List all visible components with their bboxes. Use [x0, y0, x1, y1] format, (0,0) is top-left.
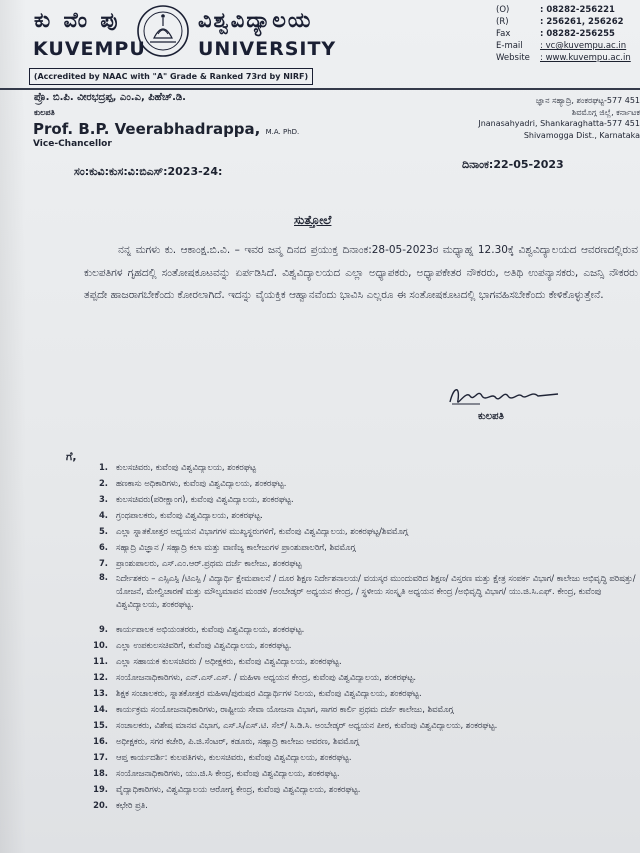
officer-name-english: Prof. B.P. Veerabhadrappa, M.A. PhD. — [33, 120, 300, 138]
list-item: 12. ಸಂಯೋಜನಾಧಿಕಾರಿಗಳು, ಎನ್.ಎಸ್.ಎಸ್. / ಮಹಿಳಾ ಅಧ್ಯಯನ ಕೇಂದ್ರ, ಕುವೆಂಪು ವಿಶ್ವವಿದ್ಯಾಲಯ, ಶಂಕರಘಟ್ಟ. — [93, 672, 417, 682]
officer-degree: M.A. PhD. — [265, 128, 300, 136]
page-shadow — [0, 0, 26, 853]
list-item: 11. ಎಲ್ಲಾ ಸಹಾಯಕ ಕುಲಸಚಿವರು / ಅಧೀಕ್ಷಕರು, ಕುವೆಂಪು ವಿಶ್ವವಿದ್ಯಾಲಯ, ಶಂಕರಘಟ್ಟ. — [93, 656, 342, 666]
university-name-english-right: UNIVERSITY — [198, 38, 337, 60]
signature-icon — [446, 382, 562, 412]
email-link[interactable]: : vc@kuvempu.ac.in — [540, 41, 627, 51]
contact-row-email: E-mail : vc@kuvempu.ac.in — [496, 41, 627, 51]
list-item: 6. ಸಹ್ಯಾದ್ರಿ ವಿಜ್ಞಾನ / ಸಹ್ಯಾದ್ರಿ ಕಲಾ ಮತ್ತು ವಾಣಿಜ್ಯ ಕಾಲೇಜುಗಳ ಪ್ರಾಂಶುಪಾಲರಿಗೆ, ಶಿವಮೊಗ್ಗ — [98, 542, 356, 552]
header-divider — [0, 88, 640, 90]
officer-title-kannada: ಕುಲಪತಿ — [34, 108, 55, 117]
list-item: 4. ಗ್ರಂಥಪಾಲಕರು, ಕುವೆಂಪು ವಿಶ್ವವಿದ್ಯಾಲಯ, ಶಂಕರಘಟ್ಟ. — [98, 510, 263, 520]
university-name-kannada-left: ಕು ವೆಂ ಪು — [34, 8, 121, 32]
list-item: 20. ಕಛೇರಿ ಪ್ರತಿ. — [93, 800, 148, 810]
list-item: 2. ಹಣಕಾಸು ಅಧಿಕಾರಿಗಳು, ಕುವೆಂಪು ವಿಶ್ವವಿದ್ಯಾಲಯ, ಶಂಕರಘಟ್ಟ. — [98, 478, 287, 488]
list-item: 15. ಸಂಚಾಲಕರು, ವಿಶೇಷ ಮಾನವ ವಿಭಾಗ, ಎಸ್.ಸಿ/ಎಸ್.ಟಿ. ಸೆಲ್/ ಸಿ.ಡಿ.ಸಿ. ಅಂಬೇಡ್ಕರ್ ಅಧ್ಯಯನ ಪೀಠ, ಕುವೆಂಪು ವಿಶ್ವವಿದ್ಯಾಲಯ, ಶಂಕರಘಟ್ಟ. — [93, 720, 498, 730]
letterhead — [0, 0, 640, 88]
reference-number: ಸಂ:ಕುವಿ:ಕುಸ:ವಿ:ಬಿಎಸ್:2023-24: — [74, 165, 223, 178]
university-name-english-left: KUVEMPU — [33, 38, 146, 60]
to-label: ಗೆ, — [66, 450, 77, 463]
list-item: 1. ಕುಲಸಚಿವರು, ಕುವೆಂಪು ವಿಶ್ವವಿದ್ಯಾಲಯ, ಶಂಕರಘಟ್ಟ — [98, 462, 257, 472]
list-item: 3. ಕುಲಸಚಿವರು(ಪರೀಕ್ಷಾಂಗ), ಕುವೆಂಪು ವಿಶ್ವವಿದ್ಯಾಲಯ, ಶಂಕರಘಟ್ಟ. — [98, 494, 294, 504]
circular-heading: ಸುತ್ತೋಲೆ — [294, 213, 332, 227]
accreditation-box: (Accredited by NAAC with "A" Grade & Ranked 73rd by NIRF) — [29, 68, 313, 85]
officer-title-english: Vice-Chancellor — [33, 139, 112, 149]
contact-row-fax: Fax : 08282-256255 — [496, 29, 615, 39]
university-name-kannada-right: ವಿಶ್ವವಿದ್ಯಾಲಯ — [198, 8, 313, 32]
contact-row-office: (O) : 08282-256221 — [496, 5, 615, 15]
list-item: 9. ಕಾರ್ಯಪಾಲಕ ಅಭಿಯಂತರರು, ಕುವೆಂಪು ವಿಶ್ವವಿದ್ಯಾಲಯ, ಶಂಕರಘಟ್ಟ. — [98, 624, 305, 634]
list-item: 5. ಎಲ್ಲಾ ಸ್ನಾತಕೋತ್ತರ ಅಧ್ಯಯನ ವಿಭಾಗಗಳ ಮುಖ್ಯಸ್ಥರುಗಳಿಗೆ, ಕುವೆಂಪು ವಿಶ್ವವಿದ್ಯಾಲಯ, ಶಂಕರಘಟ್ಟ/ಶಿವಮೊಗ್ಗ — [98, 526, 408, 536]
letter-date: ದಿನಾಂಕ:22-05-2023 — [462, 158, 564, 171]
list-item: 10. ಎಲ್ಲಾ ಉಪಕುಲಸಚಿವರಿಗೆ, ಕುವೆಂಪು ವಿಶ್ವವಿದ್ಯಾಲಯ, ಶಂಕರಘಟ್ಟ. — [93, 640, 292, 650]
list-item: 16. ಅಧೀಕ್ಷಕರು, ಸಗರ ಕಚೇರಿ, ಪಿ.ಜಿ.ಸೆಂಟರ್, ಕಡೂರು, ಸಹ್ಯಾದ್ರಿ ಕಾಲೇಜು ಆವರಣ, ಶಿವಮೊಗ್ಗ — [93, 736, 360, 746]
list-item: 18. ಸಂಯೋಜನಾಧಿಕಾರಿಗಳು, ಯು.ಜಿ.ಸಿ ಕೇಂದ್ರ, ಕುವೆಂಪು ವಿಶ್ವವಿದ್ಯಾಲಯ, ಶಂಕರಘಟ್ಟ. — [93, 768, 340, 778]
list-item: 19. ವೈದ್ಯಾಧಿಕಾರಿಗಳು, ವಿಶ್ವವಿದ್ಯಾಲಯ ಆರೋಗ್ಯ ಕೇಂದ್ರ, ಕುವೆಂಪು ವಿಶ್ವವಿದ್ಯಾಲಯ, ಶಂಕರಘಟ್ಟ. — [93, 784, 361, 794]
officer-name-kannada: ಪ್ರೊ. ಬಿ.ಪಿ. ವೀರಭದ್ರಪ್ಪ, ಎಂ.ಎ, ಪಿಹೆಚ್.ಡಿ. — [34, 92, 186, 103]
list-item: 14. ಕಾರ್ಯಕ್ರಮ ಸಂಯೋಜನಾಧಿಕಾರಿಗಳು, ರಾಷ್ಟ್ರೀಯ ಸೇವಾ ಯೋಜನಾ ವಿಭಾಗ, ಸಾಗರ ಕಾರ್ಲಿ ಪ್ರಥಮ ದರ್ಜೆ ಕಾಲೇಜು, ಶಿವಮೊಗ್ಗ — [93, 704, 454, 714]
address-block: ಜ್ಞಾನ ಸಹ್ಯಾದ್ರಿ, ಶಂಕರಘಟ್ಟ-577 451 ಶಿವಮೊಗ್ಗ ಜಿಲ್ಲೆ, ಕರ್ನಾಟಕ Jnanasahyadri, Shankaraghatta-577 451 Shivamogga Dist., Karnataka — [478, 96, 640, 140]
signatory-title: ಕುಲಪತಿ — [478, 411, 504, 422]
list-item: 13. ಶಿಕ್ಷಕ ಸಂಚಾಲಕರು, ಸ್ನಾತಕೋತ್ತರ ಮಹಿಳಾ/ಪುರುಷರ ವಿದ್ಯಾರ್ಥಿಗಳ ನಿಲಯ, ಕುವೆಂಪು ವಿಶ್ವವಿದ್ಯಾಲಯ, ಶಂಕರಘಟ್ಟ. — [93, 688, 422, 698]
contact-block — [496, 4, 640, 64]
list-item: 8. ನಿರ್ದೇಶಕರು – ಎಸ್ಸಿಎಸ್ಪಿ /ಟಿಎಸ್ಪಿ / ವಿದ್ಯಾರ್ಥಿ ಕ್ಷೇಮಪಾಲನೆ / ದೂರ ಶಿಕ್ಷಣ ನಿರ್ದೇಶನಾಲಯ/ ವಯಸ್ಕರ ಮುಂದುವರಿದ ಶಿಕ್ಷಣ/ ವಿಸ್ತರಣ ಮತ್ತು ಕ್ಷೇತ್ರ ಸಂಪರ್ಕ ವಿಭಾಗ/ ಕಾಲೇಜು ಅಭಿವೃದ್ಧಿ ಪರಿಷತ್ತು/ ಯೋಜನೆ, ಮೇಲ್ವಿಚಾರಣೆ ಮತ್ತು ಮೌಲ್ಯಮಾಪನ ಮಂಡಳಿ /ಅಂಬೇಡ್ಕರ್ ಅಧ್ಯಯನ ಕೇಂದ್ರ, / ಸ್ಥಳೀಯ ಸಂಸ್ಕೃತಿ ಅಧ್ಯಯನ ಕೇಂದ್ರ /ಅಭಿವೃದ್ಧಿ ವಿಭಾಗ/ ಯು.ಜಿ.ಸಿ.ಎಫ್. ಕೇಂದ್ರ, ಕುವೆಂಪು ವಿಶ್ವವಿದ್ಯಾಲಯ, ಶಂಕರಘಟ್ಟ. — [98, 572, 636, 609]
contact-row-residence: (R) : 256261, 256262 — [496, 17, 624, 27]
list-item: 7. ಪ್ರಾಂಶುಪಾಲರು, ಎಸ್.ಎಂ.ಆರ್.ಪ್ರಥಮ ದರ್ಜೆ ಕಾಲೇಜು, ಶಂಕರಘಟ್ಟ — [98, 558, 302, 568]
circular-body: ನನ್ನ ಮಗಳು ಕು. ಆಕಾಂಕ್ಷ.ಬಿ.ವಿ. – ಇವರ ಜನ್ಮ ದಿನದ ಪ್ರಯುಕ್ತ ದಿನಾಂಕ:28-05-2023ರ ಮಧ್ಯಾಹ್ನ 12.30ಕ್ಕೆ ವಿಶ್ವವಿದ್ಯಾಲಯದ ಆವರಣದಲ್ಲಿರುವ ಕುಲಪತಿಗಳ ಗೃಹದಲ್ಲಿ ಸಂತೋಷಕೂಟವನ್ನು ಏರ್ಪಡಿಸಿದೆ. ವಿಶ್ವವಿದ್ಯಾಲಯದ ಎಲ್ಲಾ ಅಧ್ಯಾಪಕರು, ಅಧ್ಯಾಪಕೇತರ ನೌಕರರು, ಅತಿಥಿ ಉಪನ್ಯಾಸಕರು, ಎಜನ್ಸಿ ನೌಕರರು ತಪ್ಪದೇ ಹಾಜರಾಗಬೇಕೆಂದು ಕೋರಲಾಗಿದೆ. ಇದನ್ನು ವೈಯಕ್ತಿಕ ಆಹ್ವಾನವೆಂದು ಭಾವಿಸಿ ಎಲ್ಲರೂ ಈ ಸಂತೋಷಕೂಟದಲ್ಲಿ ಭಾಗವಹಿಸಬೇಕೆಂದು ಕೇಳಿಕೊಳ್ಳುತ್ತೇನೆ. — [84, 244, 638, 302]
website-link[interactable]: : www.kuvempu.ac.in — [540, 53, 631, 63]
contact-row-website: Website : www.kuvempu.ac.in — [496, 53, 631, 63]
list-item: 17. ಆಪ್ತ ಕಾರ್ಯದರ್ಶಿ: ಕುಲಪತಿಗಳು, ಕುಲಸಚಿವರು, ಕುವೆಂಪು ವಿಶ್ವವಿದ್ಯಾಲಯ, ಶಂಕರಘಟ್ಟ. — [93, 752, 352, 762]
